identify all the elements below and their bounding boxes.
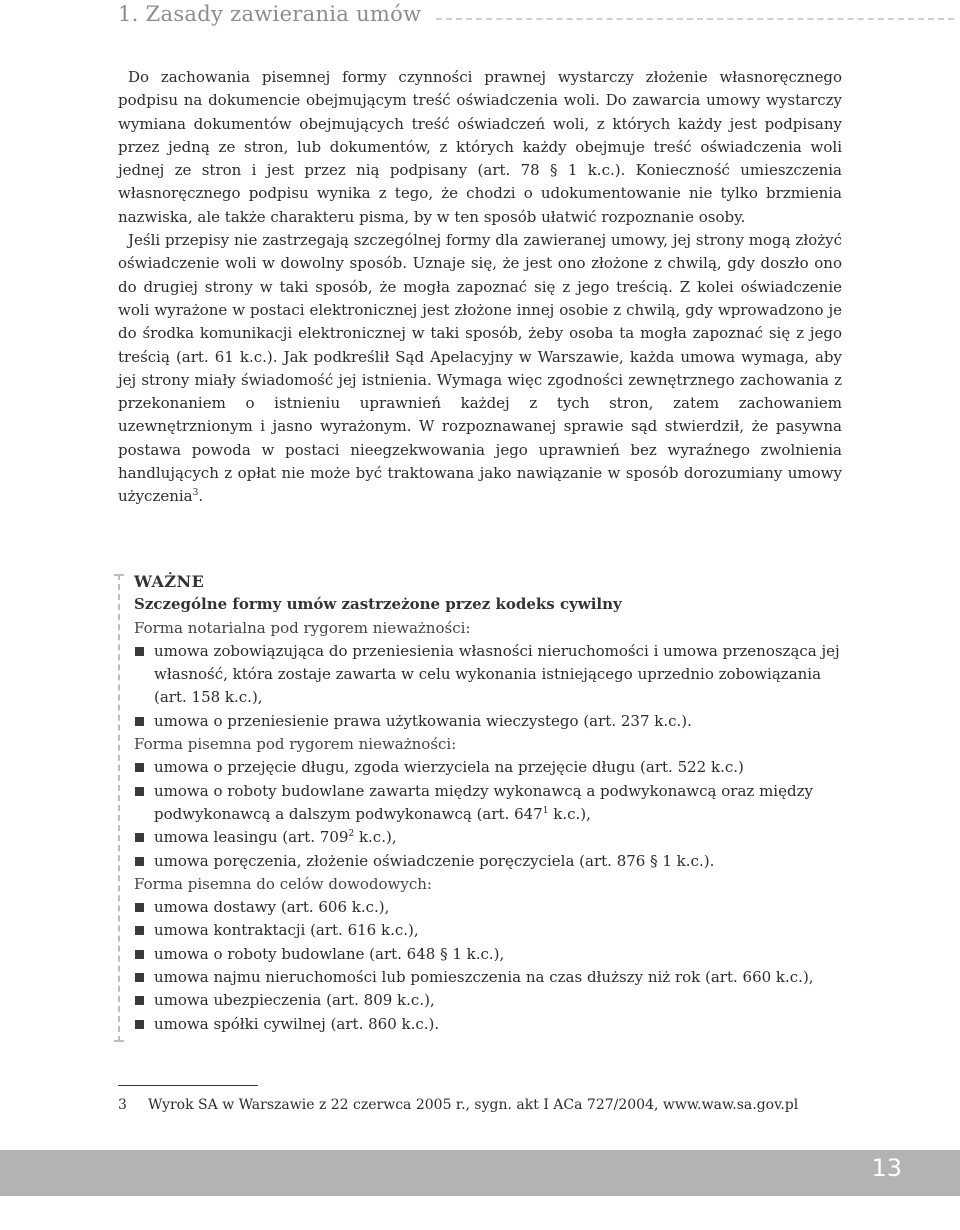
list-notarial — [134, 640, 852, 733]
list-item — [134, 780, 852, 827]
list-item-text: umowa leasingu (art. 709 — [154, 828, 349, 847]
list-item-text: umowa zobowiązująca do przeniesienia własności nieruchomości i umowa przenosząca jej własność, która zostaje zawarta w celu wykonania istniejącego uprzednio zobowiązania (art. 158 k.c.), — [154, 641, 840, 707]
list-item-text: umowa kontraktacji (art. 616 k.c.), — [154, 921, 419, 940]
square-bullet-icon — [135, 647, 144, 656]
important-label: WAŻNE — [134, 572, 205, 591]
square-bullet-icon — [135, 833, 144, 842]
square-bullet-icon — [135, 717, 144, 726]
square-bullet-icon — [135, 973, 144, 982]
list-item-text: umowa ubezpieczenia (art. 809 k.c.), — [154, 991, 435, 1010]
footnote — [118, 1095, 918, 1115]
group-heading-notarial: Forma notarialna pod rygorem nieważności: — [134, 618, 471, 637]
chapter-header — [118, 0, 958, 36]
box-content — [134, 570, 852, 1036]
square-bullet-icon — [135, 787, 144, 796]
page-number: 13 — [871, 1154, 902, 1182]
footnote-number: 3 — [118, 1097, 127, 1113]
square-bullet-icon — [135, 763, 144, 772]
list-item-text: umowa o przeniesienie prawa użytkowania wieczystego (art. 237 k.c.). — [154, 711, 692, 730]
list-item-text: umowa o roboty budowlane zawarta między wykonawcą a podwykonawcą oraz między podwykonawcą a dalszym podwykonawcą (art. 647 — [154, 781, 813, 823]
list-item — [134, 966, 852, 989]
list-item — [134, 640, 852, 710]
paragraph-2-end: . — [198, 487, 204, 506]
list-item — [134, 943, 852, 966]
paragraph-2-text: Jeśli przepisy nie zastrzegają szczególnej formy dla zawieranej umowy, jej strony mogą złożyć oświadczenie woli w dowolny sposób. Uznaje się, że jest ono złożone z chwilą, gdy doszło ono do drugiej strony w taki sposób, że mogła zapoznać się z jego treścią. Z kolei oświadczenie woli wyrażone w postaci elektronicznej jest złożone innej osobie z chwilą, gdy wprowadzono je do środka komunikacji elektronicznej w taki sposób, żeby osoba ta mogła zapoznać się z jego treścią (art. 61 k.c.). Jak podkreślił Sąd Apelacyjny w Warszawie, każda umowa wymaga, aby jej strony miały świadomość jej istnienia. Wymaga więc zgodności zewnętrznego zachowania z przekonaniem o istnieniu uprawnień każdej z tych stron, zatem zachowaniem uzewnętrznionym i jasno wyrażonym. W rozpoznawanej sprawie sąd stwierdził, że pasywna postawa powoda w postaci nieegzekwowania jego uprawnień bez wyraźnego zwolnienia handlujących z opłat nie może być traktowana jako nawiązanie w sposób dorozumiany umowy użyczenia — [118, 231, 842, 506]
square-bullet-icon — [135, 950, 144, 959]
list-item-text: umowa o roboty budowlane (art. 648 § 1 k.c.), — [154, 944, 505, 963]
list-item — [134, 756, 852, 779]
list-item-text: umowa najmu nieruchomości lub pomieszczenia na czas dłuższy niż rok (art. 660 k.c.), — [154, 968, 814, 987]
list-item — [134, 710, 852, 733]
header-dashed-rule — [436, 18, 954, 20]
square-bullet-icon — [135, 926, 144, 935]
group-heading-evidentiary: Forma pisemna do celów dowodowych: — [134, 874, 432, 893]
list-item-text: umowa o przejęcie długu, zgoda wierzyciela na przejęcie długu (art. 522 k.c.) — [154, 758, 744, 777]
footer-band — [0, 1150, 960, 1196]
group-heading-written-invalidity: Forma pisemna pod rygorem nieważności: — [134, 735, 457, 754]
square-bullet-icon — [135, 903, 144, 912]
list-item-text: umowa dostawy (art. 606 k.c.), — [154, 898, 390, 917]
square-bullet-icon — [135, 1020, 144, 1029]
list-item — [134, 826, 852, 849]
article-superscript: 1 — [542, 805, 549, 816]
main-text — [118, 66, 842, 509]
list-item — [134, 896, 852, 919]
footnote-ref[interactable]: 3 — [192, 488, 199, 499]
list-evidentiary — [134, 896, 852, 1036]
box-dashed-rail — [118, 574, 120, 1042]
box-title: Szczególne formy umów zastrzeżone przez kodeks cywilny — [134, 595, 622, 614]
list-item-text-end: k.c.), — [354, 828, 397, 847]
square-bullet-icon — [135, 857, 144, 866]
list-item-text: umowa poręczenia, złożenie oświadczenie poręczyciela (art. 876 § 1 k.c.). — [154, 851, 715, 870]
footnote-separator — [118, 1085, 258, 1086]
footnote-text: Wyrok SA w Warszawie z 22 czerwca 2005 r., sygn. akt I ACa 727/2004, www.waw.sa.gov.pl — [148, 1097, 799, 1113]
list-item — [134, 919, 852, 942]
list-item — [134, 1013, 852, 1036]
article-superscript: 2 — [348, 829, 355, 840]
square-bullet-icon — [135, 996, 144, 1005]
list-item — [134, 850, 852, 873]
chapter-title: 1. Zasady zawierania umów — [118, 2, 422, 26]
list-item — [134, 989, 852, 1012]
list-item-text: umowa spółki cywilnej (art. 860 k.c.). — [154, 1014, 440, 1033]
list-written-invalidity — [134, 756, 852, 872]
paragraph-1: Do zachowania pisemnej formy czynności prawnej wystarczy złożenie własnoręcznego podpisu na dokumencie obejmującym treść oświadczenia woli. Do zawarcia umowy wystarczy wymiana dokumentów obejmujących treść oświadczeń woli, z których każdy jest podpisany przez jedną ze stron, lub dokumentów, z których każdy obejmuje treść oświadczenia woli jednej ze stron i jest przez nią podpisany (art. 78 § 1 k.c.). Konieczność umieszczenia własnoręcznego podpisu wynika z tego, że chodzi o udokumentowanie nie tylko brzmienia nazwiska, ale także charakteru pisma, by w ten sposób ułatwić rozpoznanie osoby. — [118, 68, 842, 226]
important-box — [108, 570, 853, 1050]
list-item-text-end: k.c.), — [548, 804, 591, 823]
paragraph-2 — [118, 229, 842, 509]
